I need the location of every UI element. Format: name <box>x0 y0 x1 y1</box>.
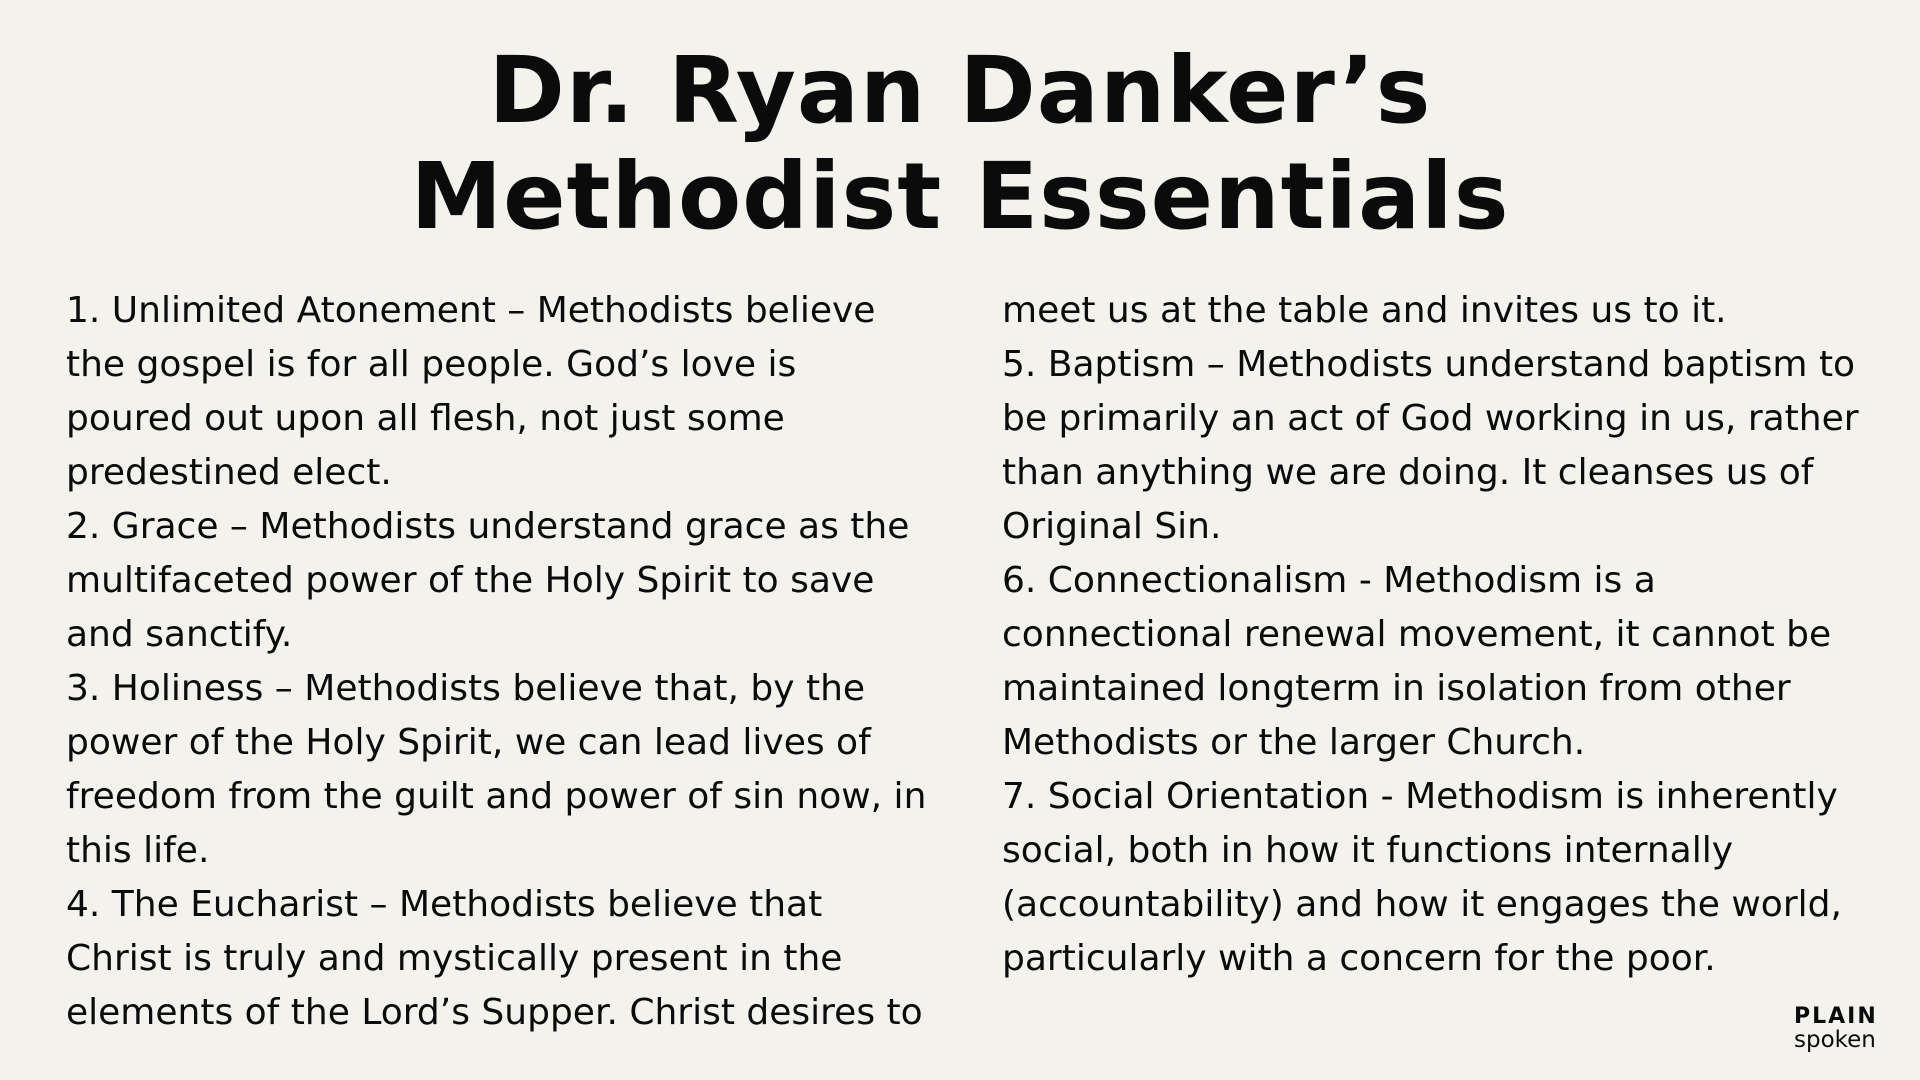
text-line: 4. The Eucharist – Methodists believe that <box>66 884 823 925</box>
text-line: 6. Connectionalism - Methodism is a <box>1002 560 1656 601</box>
right-column <box>1002 284 1882 986</box>
text-line: 1. Unlimited Atonement – Methodists believe <box>66 290 876 331</box>
text-line: particularly with a concern for the poor. <box>1002 938 1716 979</box>
text-line: multifaceted power of the Holy Spirit to save <box>66 560 875 601</box>
text-line: Methodists or the larger Church. <box>1002 722 1586 763</box>
text-line: be primarily an act of God working in us, rather <box>1002 398 1859 439</box>
text-line: 2. Grace – Methodists understand grace as the <box>66 506 910 547</box>
text-line: power of the Holy Spirit, we can lead lives of <box>66 722 871 763</box>
text-line: 7. Social Orientation - Methodism is inherently <box>1002 776 1838 817</box>
text-line: meet us at the table and invites us to it. <box>1002 290 1727 331</box>
logo-line-2: spoken <box>1794 1027 1876 1053</box>
text-line: than anything we are doing. It cleanses us of <box>1002 452 1814 493</box>
logo-line-1: PLAIN <box>1794 1004 1878 1029</box>
text-line: freedom from the guilt and power of sin now, in <box>66 776 927 817</box>
text-line: predestined elect. <box>66 452 392 493</box>
page-title <box>0 38 1920 250</box>
text-line: 5. Baptism – Methodists understand baptism to <box>1002 344 1856 385</box>
text-line: 3. Holiness – Methodists believe that, by the <box>66 668 866 709</box>
plain-spoken-logo <box>1794 1006 1904 1052</box>
text-line: connectional renewal movement, it cannot be <box>1002 614 1832 655</box>
text-line: Original Sin. <box>1002 506 1222 547</box>
text-line: elements of the Lord’s Supper. Christ desires to <box>66 992 923 1033</box>
text-line: this life. <box>66 830 210 871</box>
left-column <box>66 284 946 1040</box>
title-line-2: Methodist Essentials <box>410 143 1510 250</box>
text-line: maintained longterm in isolation from other <box>1002 668 1791 709</box>
text-line: the gospel is for all people. God’s love is <box>66 344 797 385</box>
title-line-1: Dr. Ryan Danker’s <box>488 37 1432 144</box>
text-line: social, both in how it functions internally <box>1002 830 1734 871</box>
text-line: and sanctify. <box>66 614 293 655</box>
text-line: Christ is truly and mystically present in the <box>66 938 843 979</box>
text-line: (accountability) and how it engages the world, <box>1002 884 1842 925</box>
text-line: poured out upon all flesh, not just some <box>66 398 785 439</box>
